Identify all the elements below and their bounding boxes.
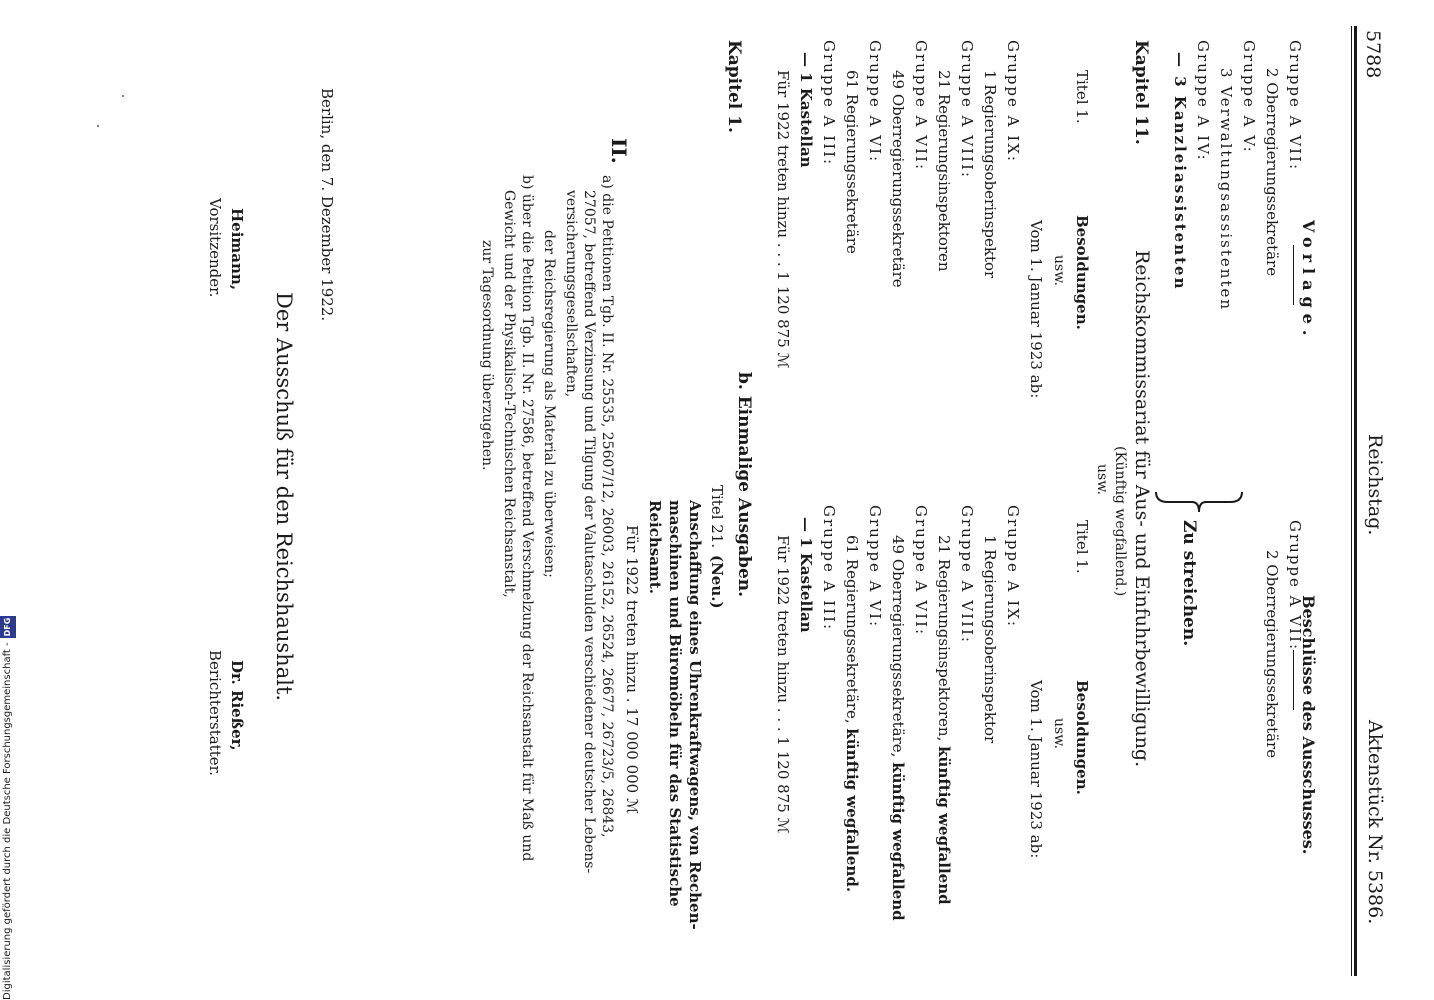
group-label: Gruppe A VIII:: [958, 40, 976, 179]
amount-line: Für 1922 treten hinzu . . . 1 120 875 ℳ: [774, 535, 792, 834]
group-item: 1 Regierungsoberinspektor: [981, 70, 999, 279]
date-from: Vom 1. Januar 1923 ab:: [1027, 680, 1045, 859]
dfg-logo: DFG: [0, 616, 16, 639]
group-label: Gruppe A V:: [1240, 40, 1258, 154]
neu-label: (Neu.): [708, 555, 726, 609]
digitization-credit: [0, 600, 16, 1000]
besoldungen-label: Besoldungen.: [1073, 215, 1091, 330]
group-item: 1 Regierungsoberinspektor: [981, 535, 999, 744]
usw: usw.: [1051, 718, 1067, 749]
usw: usw.: [1051, 255, 1067, 286]
chair-role: Vorsitzender.: [206, 198, 224, 298]
group-item: 2 Oberregierungssekretäre: [1263, 550, 1281, 759]
amount-line: Für 1922 treten hinzu . 17 000 000 ℳ: [623, 525, 641, 815]
group-label: Gruppe A VII:: [912, 505, 930, 636]
petition-b-line: zur Tagesordnung überzugehen.: [479, 240, 495, 471]
header-rule-thin: [1351, 26, 1352, 976]
group-label: Gruppe A IX:: [1004, 40, 1022, 163]
date-from: Vom 1. Januar 1923 ab:: [1027, 220, 1045, 399]
petition-b-line: b) über die Petition Tgb. II. Nr. 27586, betreffend Verschmelzung der Reichsanstalt für Maß und: [519, 175, 535, 862]
right-heading: Beschlüsse des Ausschusses.: [1299, 595, 1318, 855]
group-label: Gruppe A III:: [820, 40, 838, 167]
header-center: Reichstag.: [1364, 434, 1386, 536]
group-label: Gruppe A III:: [820, 505, 838, 632]
group-label: Gruppe A VI:: [866, 40, 884, 164]
petition-a-line: 27057, betreffend Verzinsung und Tilgung der Valutaschulden verschiedener deutscher Lebens-: [581, 190, 597, 874]
group-item: 61 Regierungssekretäre: [843, 70, 861, 254]
group-item: — 1 Kastellan: [797, 517, 815, 633]
petition-a-line: versicherungsgesellschaften,: [563, 190, 579, 398]
group-label: Gruppe A VIII:: [958, 505, 976, 644]
scan-speck: [97, 125, 99, 127]
group-label: Gruppe A VII:: [1286, 520, 1304, 651]
group-item: — 3 Kanzleiassistenten: [1171, 52, 1189, 291]
group-label: Gruppe A IV:: [1194, 40, 1212, 162]
description-line: Anschaffung eines Uhrenkraftwagens, von Rechen-: [686, 500, 704, 930]
chair-name: Heimann,: [228, 208, 246, 291]
group-item: — 1 Kastellan: [797, 52, 815, 168]
group-label: Gruppe A VII:: [912, 40, 930, 171]
group-label: Gruppe A VII:: [1286, 40, 1304, 171]
curly-brace: [1154, 488, 1244, 518]
kapitel-11-subtitle: (Künftig wegfallend.): [1112, 446, 1128, 597]
group-label: Gruppe A VI:: [866, 505, 884, 629]
einmalige-ausgaben: b. Einmalige Ausgaben.: [734, 372, 754, 598]
group-item: 3 Verwaltungsassistenten: [1217, 68, 1235, 312]
kapitel-11-usw: usw.: [1094, 464, 1110, 495]
kapitel-11-label: Kapitel 11.: [1131, 40, 1151, 145]
date-line: Berlin, den 7. Dezember 1922.: [318, 88, 336, 322]
right-heading-rule: [1293, 650, 1294, 710]
left-heading-rule: [1293, 245, 1294, 305]
group-item-text: 49 Oberregierungssekretäre,: [889, 535, 907, 758]
group-item: [936, 535, 951, 905]
kuenftig-wegfallend: künftig wegfallend: [935, 746, 953, 905]
description-line: Reichsamt.: [646, 500, 664, 594]
titel-label: Titel 1.: [1073, 70, 1091, 124]
credit-label: Digitalisierung gefördert durch die Deutsche Forschungsgemeinschaft -: [2, 642, 13, 1000]
petition-b-line: Gewicht und der Physikalisch-Technischen Reichsanstalt,: [501, 190, 517, 598]
petition-a-line: a) die Petitionen Tgb. II. Nr. 25535, 25607/12, 26003, 26152, 26524, 26677, 26723/5, 26843,: [599, 175, 615, 838]
kapitel-11-title: Reichskommissariat für Aus- und Einfuhrbewilligung.: [1131, 250, 1153, 768]
kapitel-1-label: Kapitel 1.: [724, 40, 744, 133]
rapporteur-role: Berichterstatter.: [206, 650, 224, 776]
group-label: Gruppe A IX:: [1004, 505, 1022, 628]
titel-label: Titel 1.: [1073, 520, 1091, 574]
page-number: 5788: [1362, 30, 1384, 79]
description-line: maschinen und Büromöbeln für das Statistische: [666, 500, 684, 907]
credit-text: [0, 600, 16, 1000]
left-heading: Vorlage.: [1299, 220, 1318, 342]
amount-line: Für 1922 treten hinzu . . . 1 120 875 ℳ: [774, 70, 792, 369]
section-number: II.: [607, 138, 631, 164]
scan-speck: [122, 95, 124, 97]
group-item-text: 61 Regierungssekretäre,: [843, 535, 861, 724]
group-item: [844, 535, 859, 892]
rapporteur-name: Dr. Rießer,: [228, 660, 246, 751]
group-item: 2 Oberregierungssekretäre: [1263, 68, 1281, 277]
group-item: [890, 535, 905, 921]
header-right: Aktenstück Nr. 5386.: [1364, 720, 1386, 925]
strike-note: Zu streichen.: [1179, 520, 1199, 647]
kuenftig-wegfallend: künftig wegfallend: [889, 762, 907, 921]
group-item-text: 21 Regierungsinspektoren,: [935, 535, 953, 742]
header-rule: [1354, 26, 1357, 976]
besoldungen-label: Besoldungen.: [1073, 680, 1091, 795]
committee-name: Der Ausschuß für den Reichshaushalt.: [272, 292, 296, 702]
group-item: 21 Regierungsinspektoren: [935, 70, 953, 272]
group-item: 49 Oberregierungssekretäre: [889, 70, 907, 288]
titel-21: Titel 21.: [708, 485, 726, 549]
petition-a-line: der Reichsregierung als Material zu überweisen;: [541, 230, 557, 578]
kuenftig-wegfallend: künftig wegfallend.: [843, 728, 861, 893]
